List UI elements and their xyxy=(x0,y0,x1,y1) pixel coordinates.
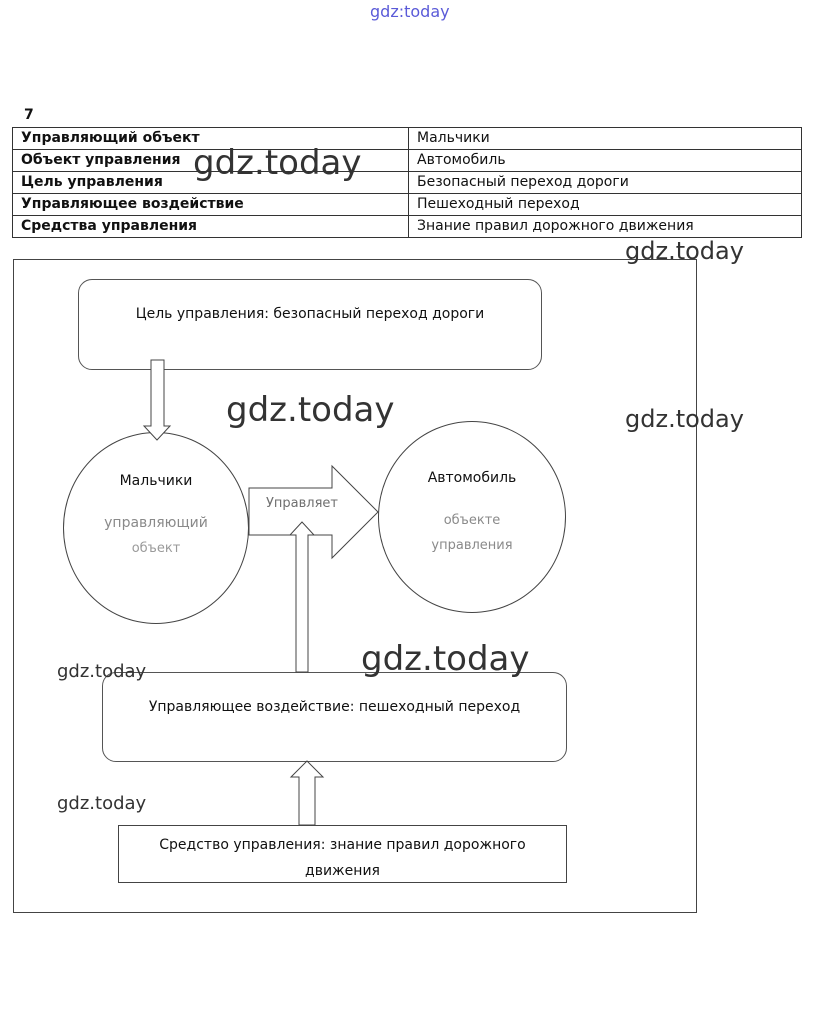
means-line-1: Средство управления: знание правил дорожного xyxy=(159,837,526,853)
car-role-line-2: управления xyxy=(431,538,513,553)
arrow-up-icon xyxy=(291,761,323,825)
goal-label: Цель управления: безопасный переход дороги xyxy=(135,306,485,322)
arrow-up-icon xyxy=(290,522,314,672)
table-value: Пешеходный переход xyxy=(409,194,802,216)
table-value: Знание правил дорожного движения xyxy=(409,216,802,238)
boys-role-line-2: объект xyxy=(131,541,181,556)
means-line-2: движения xyxy=(305,863,380,879)
boys-role-line-1: управляющий xyxy=(104,515,208,531)
watermark: gdz.today xyxy=(625,405,744,433)
watermark: gdz.today xyxy=(193,143,362,183)
action-label: Управляющее воздействие: пешеходный переход xyxy=(148,699,521,715)
manages-label: Управляет xyxy=(265,496,338,511)
car-role-line-1: объекте xyxy=(443,513,501,528)
table-key: Средства управления xyxy=(13,216,409,238)
table-value: Безопасный переход дороги xyxy=(409,172,802,194)
table-key: Объект управления xyxy=(13,150,409,172)
watermark: gdz.today xyxy=(57,793,147,814)
watermark: gdz.today xyxy=(361,639,530,679)
arrow-down-icon xyxy=(144,360,170,440)
task-number: 7 xyxy=(24,107,34,123)
table-key: Цель управления xyxy=(13,172,409,194)
boys-name: Мальчики xyxy=(119,473,193,489)
arrow-right-icon xyxy=(249,466,378,558)
watermark-top: gdz:today xyxy=(370,2,450,21)
watermark: gdz.today xyxy=(226,390,395,430)
watermark: gdz.today xyxy=(625,237,744,265)
watermark: gdz.today xyxy=(57,661,147,682)
car-name: Автомобиль xyxy=(427,470,517,486)
table-key: Управляющее воздействие xyxy=(13,194,409,216)
table-value: Автомобиль xyxy=(409,150,802,172)
table-value: Мальчики xyxy=(409,128,802,150)
table-key: Управляющий объект xyxy=(13,128,409,150)
